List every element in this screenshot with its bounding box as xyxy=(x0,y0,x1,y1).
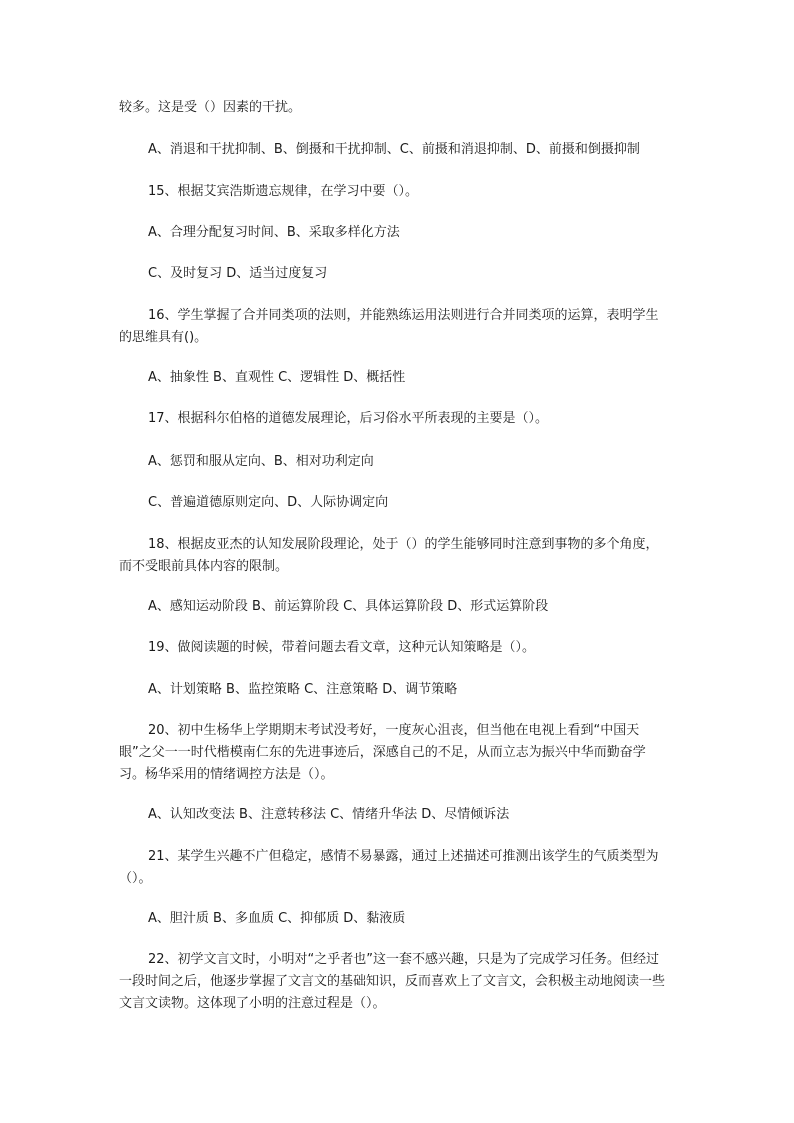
question-20: 20、初中生杨华上学期期末考试没考好，一度灰心沮丧，但当他在电视上看到“中国天眼”之父一一时代楷模南仁东的先进事迹后，深感自己的不足，从而立志为振兴中华而勤奋学习。杨华采用的情绪调控方法是（）。 xyxy=(119,723,646,782)
question-17-options-cd: C、普遍道德原则定向、D、人际协调定向 xyxy=(148,495,389,510)
question-18-options: A、感知运动阶段 B、前运算阶段 C、具体运算阶段 D、形式运算阶段 xyxy=(148,599,549,614)
question-15: 15、根据艾宾浩斯遗忘规律，在学习中要（）。 xyxy=(148,184,419,199)
question-19-options: A、计划策略 B、监控策略 C、注意策略 D、调节策略 xyxy=(148,682,458,697)
question-18: 18、根据皮亚杰的认知发展阶段理论，处于（）的学生能够同时注意到事物的多个角度，而不受眼前具体内容的限制。 xyxy=(119,537,659,574)
question-16-options: A、抽象性 B、直观性 C、逻辑性 D、概括性 xyxy=(148,370,406,385)
question-22: 22、初学文言文时，小明对“之乎者也”这一套不感兴趣，只是为了完成学习任务。但经过一段时间之后，他逐步掌握了文言文的基础知识，反而喜欢上了文言文，会积极主动地阅读一些文言文读物。这体现了小明的注意过程是（）。 xyxy=(119,952,666,1011)
question-20-options: A、认知改变法 B、注意转移法 C、情绪升华法 D、尽情倾诉法 xyxy=(148,807,510,822)
question-16: 16、学生掌握了合并同类项的法则，并能熟练运用法则进行合并同类项的运算，表明学生的思维具有()。 xyxy=(119,308,659,345)
question-17-options-ab: A、惩罚和服从定向、B、相对功利定向 xyxy=(148,454,374,469)
question-14-options: A、消退和干扰抑制、B、倒摄和干扰抑制、C、前摄和消退抑制、D、前摄和倒摄抑制 xyxy=(148,142,640,157)
question-21-options: A、胆汁质 B、多血质 C、抑郁质 D、黏液质 xyxy=(148,911,406,926)
question-15-options-ab: A、合理分配复习时间、B、采取多样化方法 xyxy=(148,225,400,240)
question-21: 21、某学生兴趣不广但稳定，感情不易暴露，通过上述描述可推测出该学生的气质类型为（）。 xyxy=(119,849,659,886)
question-15-options-cd: C、及时复习 D、适当过度复习 xyxy=(148,266,328,281)
question-14-continuation: 较多。这是受（）因素的干扰。 xyxy=(119,100,302,115)
question-19: 19、做阅读题的时候，带着问题去看文章，这种元认知策略是（）。 xyxy=(148,640,536,655)
question-17: 17、根据科尔伯格的道德发展理论，后习俗水平所表现的主要是（）。 xyxy=(148,411,549,426)
